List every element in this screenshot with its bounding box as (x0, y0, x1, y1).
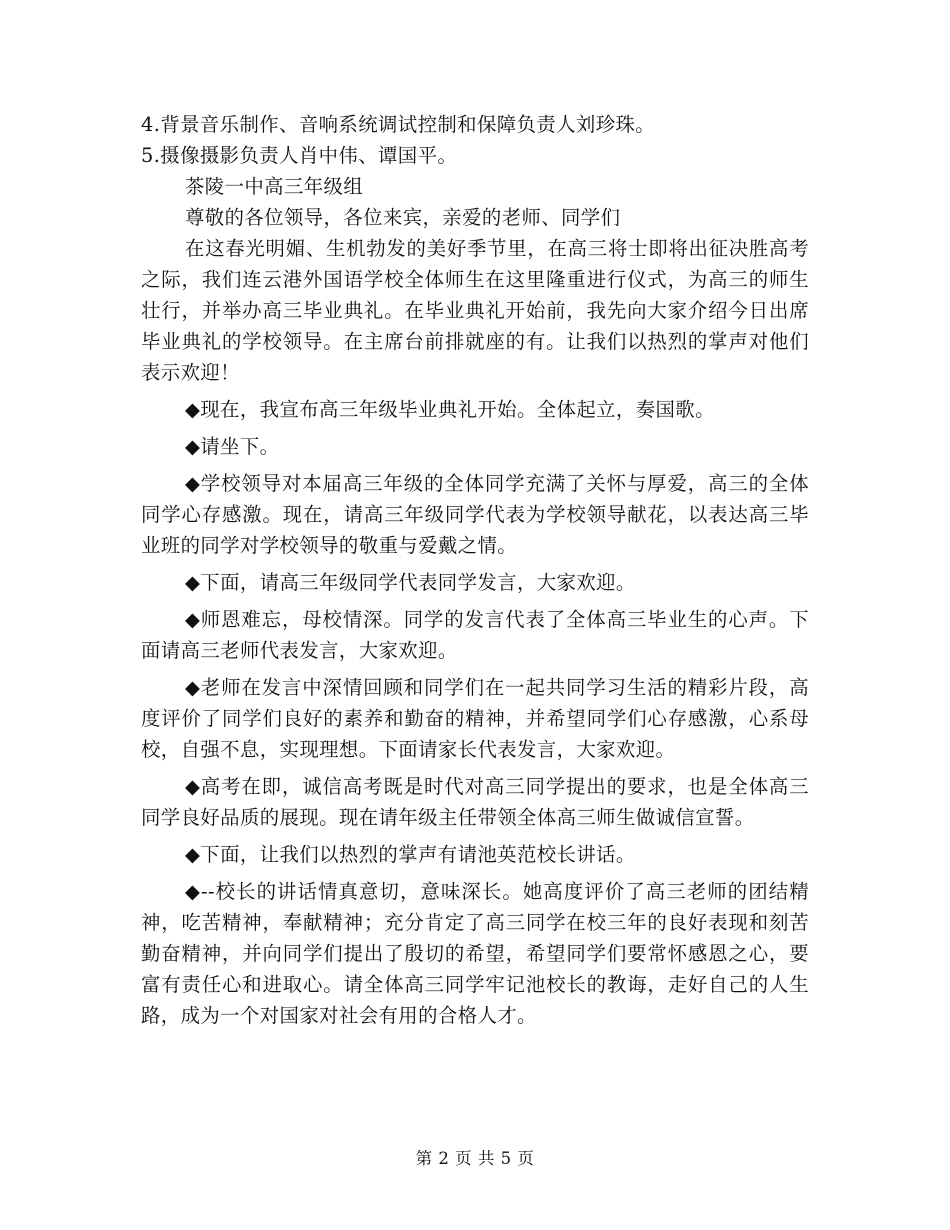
page-footer (0, 1148, 950, 1170)
paragraph-sit-down: ◆请坐下。 (185, 435, 280, 458)
paragraph-salutation: 尊敬的各位领导，各位来宾，亲爱的老师、同学们 (185, 206, 621, 229)
paragraph-principal-summary: ◆--校长的讲话情真意切，意味深长。她高度评价了高三老师的团结精神，吃苦精神，奉献精神；充分肯定了高三同学在校三年的良好表现和刻苦勤奋精神，并向同学们提出了殷切的希望，希望同学们要常怀感恩之心，要富有责任心和进取心。请全体高三同学牢记池校长的教诲，走好自己的人生路，成为一个对国家对社会有用的合格人才。 (141, 880, 809, 1027)
paragraph-student-speech: ◆下面，请高三年级同学代表同学发言，大家欢迎。 (185, 571, 636, 594)
paragraph-organizer: 茶陵一中高三年级组 (185, 175, 364, 198)
paragraph-parent-speech: ◆老师在发言中深情回顾和同学们在一起共同学习生活的精彩片段，高度评价了同学们良好的素养和勤奋的精神，并希望同学们心存感激，心系母校，自强不息，实现理想。下面请家长代表发言，大家欢迎。 (141, 676, 809, 761)
paragraph-staff-music: 4.背景音乐制作、音响系统调试控制和保障负责人刘珍珠。 (141, 113, 656, 136)
paragraph-integrity-oath: ◆高考在即，诚信高考既是时代对高三同学提出的要求，也是全体高三同学良好品质的展现。现在请年级主任带领全体高三师生做诚信宣誓。 (141, 775, 809, 829)
paragraph-staff-camera: 5.摄像摄影负责人肖中伟、谭国平。 (141, 144, 458, 167)
paragraph-ceremony-start: ◆现在，我宣布高三年级毕业典礼开始。全体起立，奏国歌。 (185, 398, 715, 421)
paragraph-opening: 在这春光明媚、生机勃发的美好季节里，在高三将士即将出征决胜高考之际，我们连云港外国语学校全体师生在这里隆重进行仪式，为高三的师生壮行，并举办高三毕业典礼。在毕业典礼开始前，我先向大家介绍今日出席毕业典礼的学校领导。在主席台前排就座的有。让我们以热烈的掌声对他们表示欢迎！ (141, 237, 809, 384)
page-number-label: 第 2 页 共 5 页 (415, 1149, 535, 1168)
paragraph-flowers: ◆学校领导对本届高三年级的全体同学充满了关怀与厚爱，高三的全体同学心存感激。现在，请高三年级同学代表为学校领导献花，以表达高三毕业班的同学对学校领导的敬重与爱戴之情。 (141, 472, 809, 557)
paragraph-principal-intro: ◆下面，让我们以热烈的掌声有请池英范校长讲话。 (185, 843, 636, 866)
paragraph-teacher-speech: ◆师恩难忘，母校情深。同学的发言代表了全体高三毕业生的心声。下面请高三老师代表发言，大家欢迎。 (141, 608, 809, 662)
document-body (141, 109, 809, 1031)
